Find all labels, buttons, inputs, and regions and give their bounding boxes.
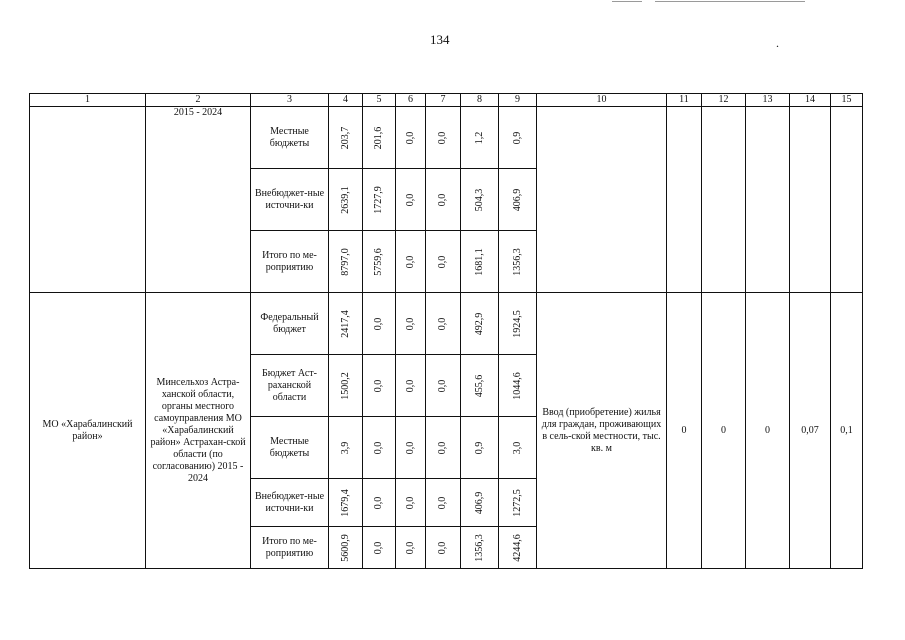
value-cell: 0,0 xyxy=(426,479,461,527)
value-cell: 0,0 xyxy=(426,417,461,479)
col-header-4: 4 xyxy=(329,94,363,107)
value-cell: 1681,1 xyxy=(461,231,499,293)
value-cell: 1924,5 xyxy=(499,293,537,355)
value-cell: 0,0 xyxy=(426,293,461,355)
source-label: Бюджет Аст-раханской области xyxy=(251,355,329,417)
target-value: 0,1 xyxy=(831,293,863,569)
value-cell: 0,0 xyxy=(426,355,461,417)
value-cell: 0,0 xyxy=(363,479,396,527)
program-table xyxy=(29,93,863,569)
value-cell: 0,0 xyxy=(396,417,426,479)
source-label: Внебюджет-ные источни-ки xyxy=(251,169,329,231)
value-cell: 0,0 xyxy=(426,169,461,231)
col-header-6: 6 xyxy=(396,94,426,107)
page-mark: . xyxy=(776,36,779,50)
value-cell: 2417,4 xyxy=(329,293,363,355)
col-header-2: 2 xyxy=(146,94,251,107)
block1-target-cell xyxy=(702,107,746,293)
block1-period: 2015 - 2024 xyxy=(146,107,251,293)
value-cell: 504,3 xyxy=(461,169,499,231)
value-cell: 0,9 xyxy=(461,417,499,479)
value-cell: 0,0 xyxy=(396,107,426,169)
value-cell: 1500,2 xyxy=(329,355,363,417)
value-cell: 0,0 xyxy=(426,231,461,293)
col-header-10: 10 xyxy=(537,94,667,107)
page-number: 134 xyxy=(430,32,450,47)
indicator-text: Ввод (приобретение) жилья для граждан, проживающих в сель-ской местности, тыс. кв. м xyxy=(537,293,667,569)
value-cell: 1679,4 xyxy=(329,479,363,527)
col-header-8: 8 xyxy=(461,94,499,107)
value-cell: 0,9 xyxy=(499,107,537,169)
value-cell: 8797,0 xyxy=(329,231,363,293)
target-value: 0 xyxy=(667,293,702,569)
value-cell: 0,0 xyxy=(426,527,461,569)
table-row xyxy=(30,293,863,355)
value-cell: 3,0 xyxy=(499,417,537,479)
block1-target-cell xyxy=(667,107,702,293)
source-label: Итого по ме-роприятию xyxy=(251,527,329,569)
value-cell: 1356,3 xyxy=(461,527,499,569)
col-header-14: 14 xyxy=(790,94,831,107)
value-cell: 201,6 xyxy=(363,107,396,169)
value-cell: 406,9 xyxy=(461,479,499,527)
block1-indicator-cell xyxy=(537,107,667,293)
top-rule-right xyxy=(655,1,805,2)
block1-target-cell xyxy=(790,107,831,293)
col-header-13: 13 xyxy=(746,94,790,107)
col-header-5: 5 xyxy=(363,94,396,107)
col-header-12: 12 xyxy=(702,94,746,107)
source-label: Внебюджет-ные источни-ки xyxy=(251,479,329,527)
value-cell: 3,9 xyxy=(329,417,363,479)
col-header-1: 1 xyxy=(30,94,146,107)
value-cell: 455,6 xyxy=(461,355,499,417)
col-header-15: 15 xyxy=(831,94,863,107)
source-label: Итого по ме-роприятию xyxy=(251,231,329,293)
value-cell: 0,0 xyxy=(396,355,426,417)
value-cell: 1727,9 xyxy=(363,169,396,231)
value-cell: 0,0 xyxy=(396,527,426,569)
col-header-9: 9 xyxy=(499,94,537,107)
value-cell: 492,9 xyxy=(461,293,499,355)
block1-target-cell xyxy=(746,107,790,293)
table-row xyxy=(30,107,863,169)
value-cell: 0,0 xyxy=(363,293,396,355)
col-header-7: 7 xyxy=(426,94,461,107)
source-label: Местные бюджеты xyxy=(251,417,329,479)
value-cell: 0,0 xyxy=(363,355,396,417)
value-cell: 406,9 xyxy=(499,169,537,231)
value-cell: 0,0 xyxy=(396,231,426,293)
col-header-11: 11 xyxy=(667,94,702,107)
block1-target-cell xyxy=(831,107,863,293)
value-cell: 4244,6 xyxy=(499,527,537,569)
value-cell: 1044,6 xyxy=(499,355,537,417)
header-row xyxy=(30,94,863,107)
executor-text: Минсельхоз Астра-ханской области, органы местного самоуправления МО «Харабалинский район» Астрахан-ской области (по согласованию) 2015 - 2024 xyxy=(146,293,251,569)
col-header-3: 3 xyxy=(251,94,329,107)
value-cell: 0,0 xyxy=(363,417,396,479)
municipality-name: МО «Харабалинский район» xyxy=(30,293,146,569)
block1-municipality-cell xyxy=(30,107,146,293)
target-value: 0 xyxy=(702,293,746,569)
target-value: 0,07 xyxy=(790,293,831,569)
value-cell: 0,0 xyxy=(396,169,426,231)
value-cell: 1356,3 xyxy=(499,231,537,293)
value-cell: 0,0 xyxy=(363,527,396,569)
value-cell: 2639,1 xyxy=(329,169,363,231)
value-cell: 1272,5 xyxy=(499,479,537,527)
value-cell: 5759,6 xyxy=(363,231,396,293)
top-rule-left xyxy=(612,1,642,2)
source-label: Федеральный бюджет xyxy=(251,293,329,355)
source-label: Местные бюджеты xyxy=(251,107,329,169)
value-cell: 1,2 xyxy=(461,107,499,169)
value-cell: 0,0 xyxy=(396,479,426,527)
target-value: 0 xyxy=(746,293,790,569)
value-cell: 5600,9 xyxy=(329,527,363,569)
value-cell: 0,0 xyxy=(426,107,461,169)
value-cell: 203,7 xyxy=(329,107,363,169)
value-cell: 0,0 xyxy=(396,293,426,355)
